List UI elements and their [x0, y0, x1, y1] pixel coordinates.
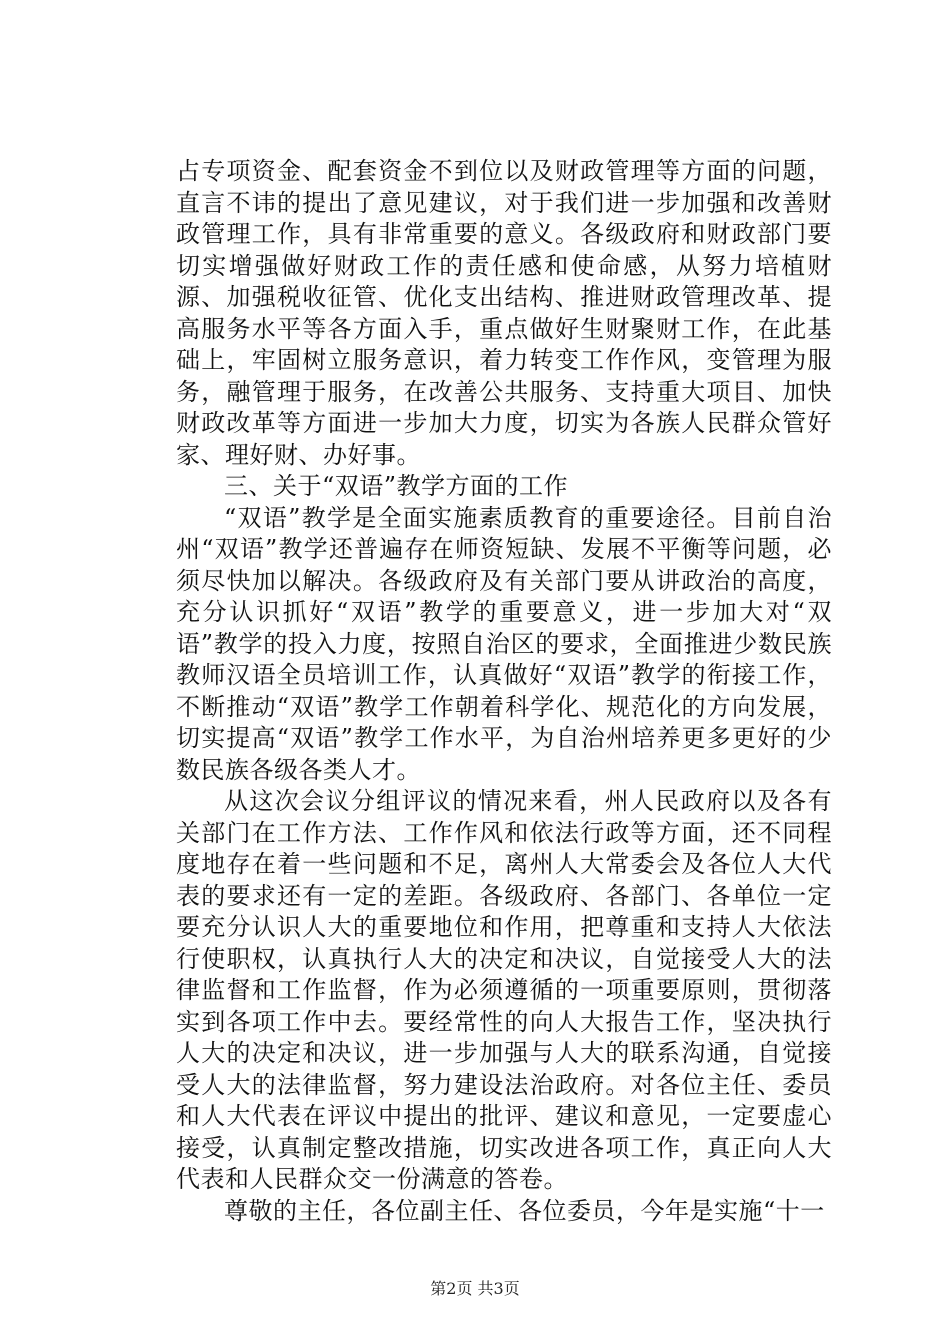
paragraph-closing-address: 尊敬的主任，各位副主任、各位委员，今年是实施“十一	[224, 1196, 825, 1225]
paragraph-review-findings: 从这次会议分组评议的情况来看，州人民政府以及各有关部门在工作方法、工作作风和依法行政等方面，还不同程度地存在着一些问题和不足，离州人大常委会及各位人大代表的要求还有一定的差距。各级政府、各部门、各单位一定要充分认识人大的重要地位和作用，把尊重和支持人大依法行使职权，认真执行人大的决定和决议，自觉接受人大的法律监督和工作监督，作为必须遵循的一项重要原则，贯彻落实到各项工作中去。要经常性的向人大报告工作，坚决执行人大的决定和决议，进一步加强与人大的联系沟通，自觉接受人大的法律监督，努力建设法治政府。对各位主任、委员和人大代表在评议中提出的批评、建议和意见，一定要虚心接受，认真制定整改措施，切实改进各项工作，真正向人大代表和人民群众交一份满意的答卷。	[176, 787, 832, 1193]
section-heading-bilingual-teaching: 三、关于“双语”教学方面的工作	[224, 472, 569, 500]
paragraph-bilingual-teaching: “双语”教学是全面实施素质教育的重要途径。目前自治州“双语”教学还普遍存在师资短缺、发展不平衡等问题，必须尽快加以解决。各级政府及有关部门要从讲政治的高度，充分认识抓好“双语”教学的重要意义，进一步加大对“双语”教学的投入力度，按照自治区的要求，全面推进少数民族教师汉语全员培训工作，认真做好“双语”教学的衔接工作，不断推动“双语”教学工作朝着科学化、规范化的方向发展，切实提高“双语”教学工作水平，为自治州培养更多更好的少数民族各级各类人才。	[176, 503, 832, 784]
page-number-footer: 第2页 共3页	[430, 1279, 520, 1298]
document-body	[176, 156, 832, 1227]
paragraph-finance: 占专项资金、配套资金不到位以及财政管理等方面的问题，直言不讳的提出了意见建议，对于我们进一步加强和改善财政管理工作，具有非常重要的意义。各级政府和财政部门要切实增强做好财政工作的责任感和使命感，从努力培植财源、加强税收征管、优化支出结构、推进财政管理改革、提高服务水平等各方面入手，重点做好生财聚财工作，在此基础上，牢固树立服务意识，着力转变工作作风，变管理为服务，融管理于服务，在改善公共服务、支持重大项目、加快财政改革等方面进一步加大力度，切实为各族人民群众管好家、理好财、办好事。	[176, 157, 832, 469]
